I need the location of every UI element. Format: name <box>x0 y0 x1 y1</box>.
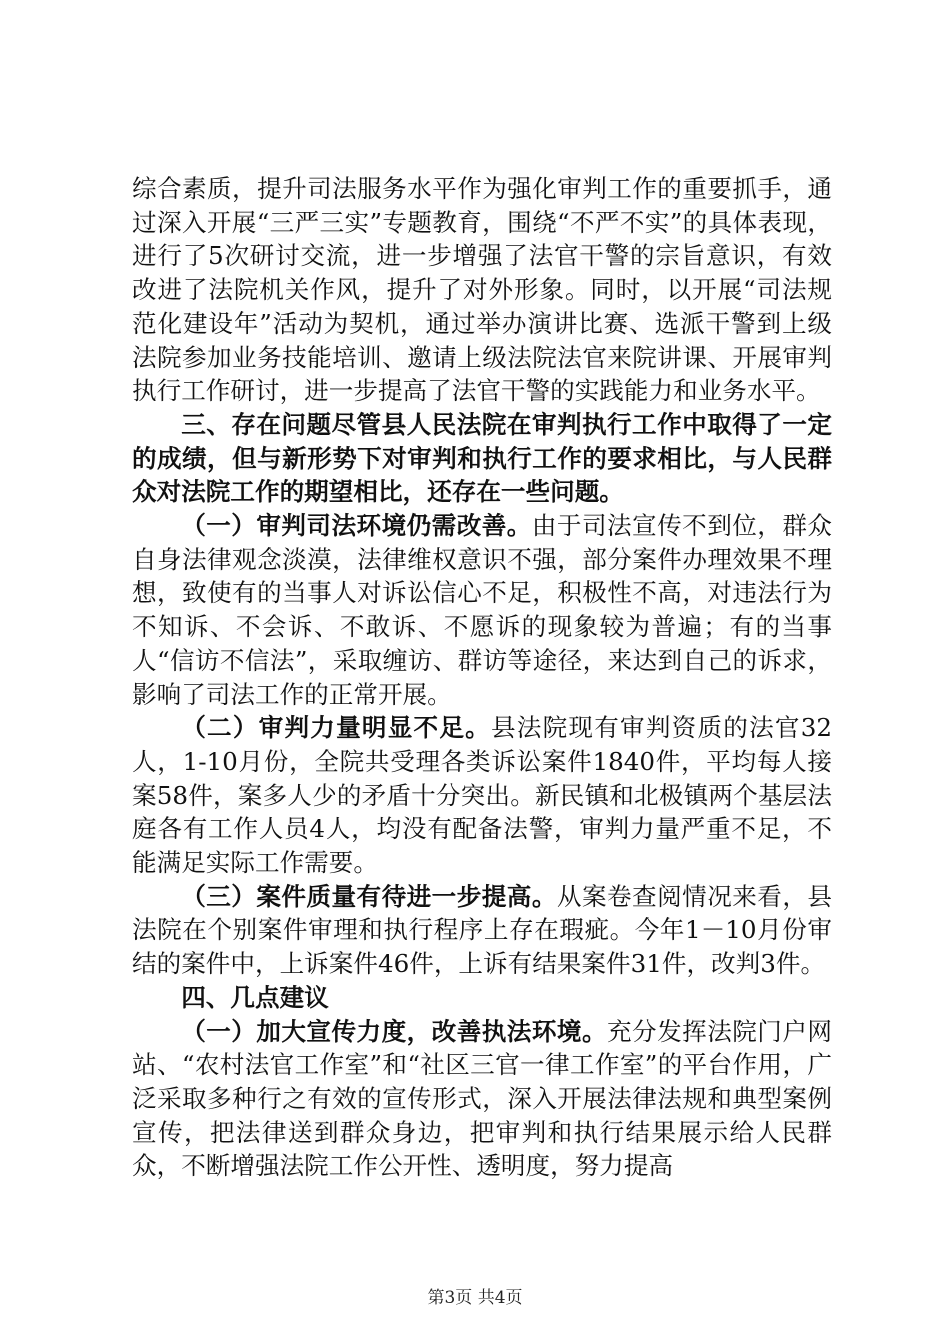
subheading-environment: （一）审判司法环境仍需改善。 <box>181 511 532 541</box>
paragraph-environment-text: 由于司法宣传不到位，群众自身法律观念淡漠，法律维权意识不强，部分案件办理效果不理想，致使有的当事人对诉讼信心不足，积极性不高，对违法行为不知诉、不会诉、不敢诉、不愿诉的现象较为普遍；有的当事人“信访不信法”，采取缠访、群访等途径，来达到自己的诉求，影响了司法工作的正常开展。 <box>132 511 832 709</box>
paragraph-capacity <box>132 711 832 880</box>
paragraph-publicity-text: 充分发挥法院门户网站、“农村法官工作室”和“社区三官一律工作室”的平台作用，广泛采取多种行之有效的宣传形式，深入开展法律法规和典型案例宣传，把法律送到群众身边，把审判和执行结果展示给人民群众，不断增强法院工作公开性、透明度，努力提高 <box>132 1016 832 1181</box>
subheading-capacity: （二）审判力量明显不足。 <box>181 713 491 743</box>
page-number: 第3页 共4页 <box>427 1288 523 1308</box>
document-body <box>132 172 832 1183</box>
paragraph-capacity-text: 县法院现有审判资质的法官32人，1-10月份，全院共受理各类诉讼案件1840件，平均每人接案58件，案多人少的矛盾十分突出。新民镇和北极镇两个基层法庭各有工作人员4人，均没有配备法警，审判力量严重不足，不能满足实际工作需要。 <box>132 713 832 878</box>
paragraph-quality-text: 从案卷查阅情况来看，县法院在个别案件审理和执行程序上存在瑕疵。今年1－10月份审结的案件中，上诉案件46件，上诉有结果案件31件，改判3件。 <box>132 881 832 979</box>
paragraph-quality <box>132 880 832 981</box>
paragraph-publicity <box>132 1015 832 1184</box>
section-three-problems: 三、存在问题尽管县人民法院在审判执行工作中取得了一定的成绩，但与新形势下对审判和执行工作的要求相比，与人民群众对法院工作的期望相比，还存在一些问题。 <box>132 409 832 507</box>
page-footer <box>0 1288 950 1308</box>
section-four-suggestions: 四、几点建议 <box>181 982 329 1012</box>
paragraph-work-quality: 综合素质，提升司法服务水平作为强化审判工作的重要抓手，通过深入开展“三严三实”专题教育，围绕“不严不实”的具体表现，进行了5次研讨交流，进一步增强了法官干警的宗旨意识，有效改进了法院机关作风，提升了对外形象。同时，以开展“司法规范化建设年”活动为契机，通过举办演讲比赛、选派干警到上级法院参加业务技能培训、邀请上级法院法官来院讲课、开展审判执行工作研讨，进一步提高了法官干警的实践能力和业务水平。 <box>132 174 832 406</box>
paragraph-environment <box>132 509 832 711</box>
subheading-quality: （三）案件质量有待进一步提高。 <box>181 881 557 911</box>
subheading-publicity: （一）加大宣传力度，改善执法环境。 <box>181 1016 607 1046</box>
